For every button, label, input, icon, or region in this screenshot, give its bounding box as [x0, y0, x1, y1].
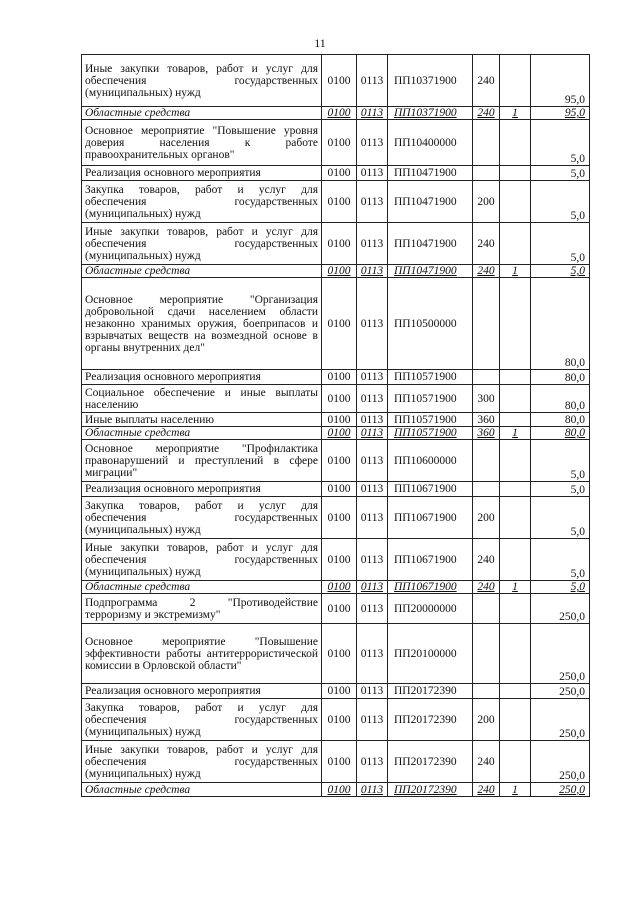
- cell-target-code: ПП10471900: [388, 181, 473, 223]
- cell-name: Областные средства: [82, 581, 322, 594]
- cell-funding-source: 1: [500, 581, 531, 594]
- cell-amount: 250,0: [531, 741, 590, 783]
- cell-section-code: 0100: [322, 699, 357, 741]
- cell-subsection-code: 0113: [357, 278, 388, 370]
- cell-expense-type: 240: [473, 55, 500, 107]
- cell-section-code: 0100: [322, 265, 357, 278]
- cell-target-code: ПП10571900: [388, 385, 473, 413]
- table-row: [82, 699, 590, 741]
- cell-section-code: 0100: [322, 166, 357, 181]
- cell-section-code: 0100: [322, 120, 357, 166]
- cell-name: Иные закупки товаров, работ и услуг для обеспечения государственных (муниципальных) нужд: [82, 741, 322, 783]
- cell-funding-source: 1: [500, 783, 531, 797]
- cell-amount: 80,0: [531, 413, 590, 427]
- table-row: [82, 684, 590, 699]
- cell-funding-source: [500, 181, 531, 223]
- cell-expense-type: 200: [473, 699, 500, 741]
- cell-expense-type: 240: [473, 783, 500, 797]
- cell-name: Закупка товаров, работ и услуг для обеспечения государственных (муниципальных) нужд: [82, 699, 322, 741]
- cell-section-code: 0100: [322, 594, 357, 624]
- table-row: [82, 497, 590, 539]
- cell-target-code: ПП20172390: [388, 741, 473, 783]
- cell-target-code: ПП10500000: [388, 278, 473, 370]
- cell-subsection-code: 0113: [357, 440, 388, 482]
- cell-expense-type: 200: [473, 497, 500, 539]
- cell-name: Областные средства: [82, 783, 322, 797]
- cell-section-code: 0100: [322, 55, 357, 107]
- cell-amount: 5,0: [531, 120, 590, 166]
- cell-name: Реализация основного мероприятия: [82, 684, 322, 699]
- cell-funding-source: [500, 413, 531, 427]
- cell-expense-type: 360: [473, 427, 500, 440]
- cell-section-code: 0100: [322, 370, 357, 385]
- table-row: [82, 166, 590, 181]
- cell-target-code: ПП20172390: [388, 783, 473, 797]
- cell-funding-source: [500, 370, 531, 385]
- cell-funding-source: [500, 166, 531, 181]
- cell-expense-type: [473, 440, 500, 482]
- cell-section-code: 0100: [322, 581, 357, 594]
- cell-funding-source: [500, 741, 531, 783]
- cell-name: Областные средства: [82, 265, 322, 278]
- cell-amount: 80,0: [531, 427, 590, 440]
- cell-funding-source: [500, 539, 531, 581]
- cell-amount: 5,0: [531, 265, 590, 278]
- cell-target-code: ПП10671900: [388, 497, 473, 539]
- table-row: [82, 581, 590, 594]
- cell-name: Закупка товаров, работ и услуг для обеспечения государственных (муниципальных) нужд: [82, 181, 322, 223]
- table-row: [82, 440, 590, 482]
- cell-expense-type: 200: [473, 181, 500, 223]
- cell-amount: 5,0: [531, 497, 590, 539]
- cell-funding-source: [500, 385, 531, 413]
- cell-expense-type: 240: [473, 107, 500, 120]
- cell-funding-source: 1: [500, 265, 531, 278]
- cell-target-code: ПП20172390: [388, 699, 473, 741]
- cell-subsection-code: 0113: [357, 427, 388, 440]
- cell-funding-source: [500, 497, 531, 539]
- cell-funding-source: [500, 440, 531, 482]
- cell-section-code: 0100: [322, 181, 357, 223]
- cell-funding-source: [500, 120, 531, 166]
- cell-name: Иные закупки товаров, работ и услуг для обеспечения государственных (муниципальных) нужд: [82, 223, 322, 265]
- table-row: [82, 385, 590, 413]
- cell-section-code: 0100: [322, 385, 357, 413]
- cell-funding-source: [500, 278, 531, 370]
- cell-target-code: ПП10571900: [388, 413, 473, 427]
- cell-expense-type: [473, 684, 500, 699]
- cell-expense-type: 240: [473, 223, 500, 265]
- table-row: [82, 624, 590, 684]
- cell-section-code: 0100: [322, 783, 357, 797]
- cell-section-code: 0100: [322, 278, 357, 370]
- cell-amount: 250,0: [531, 684, 590, 699]
- cell-amount: 250,0: [531, 624, 590, 684]
- cell-subsection-code: 0113: [357, 413, 388, 427]
- cell-subsection-code: 0113: [357, 624, 388, 684]
- cell-name: Реализация основного мероприятия: [82, 166, 322, 181]
- cell-section-code: 0100: [322, 223, 357, 265]
- cell-subsection-code: 0113: [357, 482, 388, 497]
- cell-amount: 5,0: [531, 482, 590, 497]
- cell-target-code: ПП20172390: [388, 684, 473, 699]
- cell-funding-source: 1: [500, 427, 531, 440]
- cell-target-code: ПП10471900: [388, 223, 473, 265]
- cell-name: Иные закупки товаров, работ и услуг для обеспечения государственных (муниципальных) нужд: [82, 539, 322, 581]
- cell-section-code: 0100: [322, 107, 357, 120]
- cell-subsection-code: 0113: [357, 699, 388, 741]
- budget-table-body: [82, 55, 590, 797]
- cell-amount: 250,0: [531, 594, 590, 624]
- cell-target-code: ПП20000000: [388, 594, 473, 624]
- cell-funding-source: 1: [500, 107, 531, 120]
- table-row: [82, 413, 590, 427]
- budget-table: [81, 54, 590, 797]
- cell-target-code: ПП10671900: [388, 482, 473, 497]
- cell-name: Закупка товаров, работ и услуг для обеспечения государственных (муниципальных) нужд: [82, 497, 322, 539]
- cell-funding-source: [500, 482, 531, 497]
- cell-target-code: ПП10571900: [388, 427, 473, 440]
- cell-expense-type: [473, 594, 500, 624]
- cell-name: Областные средства: [82, 427, 322, 440]
- cell-target-code: ПП10400000: [388, 120, 473, 166]
- cell-subsection-code: 0113: [357, 370, 388, 385]
- cell-target-code: ПП10371900: [388, 107, 473, 120]
- cell-subsection-code: 0113: [357, 581, 388, 594]
- table-row: [82, 594, 590, 624]
- cell-subsection-code: 0113: [357, 265, 388, 278]
- cell-funding-source: [500, 624, 531, 684]
- cell-section-code: 0100: [322, 624, 357, 684]
- cell-expense-type: [473, 120, 500, 166]
- cell-target-code: ПП10671900: [388, 581, 473, 594]
- cell-amount: 95,0: [531, 55, 590, 107]
- cell-amount: 250,0: [531, 699, 590, 741]
- cell-name: Иные выплаты населению: [82, 413, 322, 427]
- cell-amount: 250,0: [531, 783, 590, 797]
- cell-name: Основное мероприятие "Профилактика правонарушений и преступлений в сфере миграции": [82, 440, 322, 482]
- cell-section-code: 0100: [322, 539, 357, 581]
- table-row: [82, 427, 590, 440]
- cell-name: Основное мероприятие "Повышение уровня доверия населения к работе правоохранительных органов": [82, 120, 322, 166]
- cell-target-code: ПП10571900: [388, 370, 473, 385]
- cell-amount: 5,0: [531, 166, 590, 181]
- cell-funding-source: [500, 223, 531, 265]
- cell-subsection-code: 0113: [357, 181, 388, 223]
- cell-expense-type: [473, 278, 500, 370]
- cell-subsection-code: 0113: [357, 539, 388, 581]
- table-row: [82, 265, 590, 278]
- table-row: [82, 482, 590, 497]
- cell-funding-source: [500, 684, 531, 699]
- cell-amount: 95,0: [531, 107, 590, 120]
- cell-amount: 80,0: [531, 385, 590, 413]
- cell-expense-type: 240: [473, 581, 500, 594]
- cell-target-code: ПП10600000: [388, 440, 473, 482]
- cell-section-code: 0100: [322, 427, 357, 440]
- cell-section-code: 0100: [322, 440, 357, 482]
- cell-name: Социальное обеспечение и иные выплаты населению: [82, 385, 322, 413]
- cell-amount: 5,0: [531, 539, 590, 581]
- cell-subsection-code: 0113: [357, 120, 388, 166]
- cell-funding-source: [500, 594, 531, 624]
- cell-subsection-code: 0113: [357, 783, 388, 797]
- cell-amount: 80,0: [531, 370, 590, 385]
- cell-section-code: 0100: [322, 741, 357, 783]
- table-row: [82, 278, 590, 370]
- cell-target-code: ПП10671900: [388, 539, 473, 581]
- cell-amount: 5,0: [531, 581, 590, 594]
- cell-amount: 5,0: [531, 181, 590, 223]
- cell-subsection-code: 0113: [357, 166, 388, 181]
- page-number: 11: [314, 36, 326, 50]
- cell-target-code: ПП10471900: [388, 265, 473, 278]
- table-row: [82, 223, 590, 265]
- table-row: [82, 539, 590, 581]
- cell-expense-type: [473, 482, 500, 497]
- cell-subsection-code: 0113: [357, 385, 388, 413]
- cell-name: Реализация основного мероприятия: [82, 370, 322, 385]
- cell-section-code: 0100: [322, 413, 357, 427]
- cell-expense-type: 360: [473, 413, 500, 427]
- cell-expense-type: [473, 370, 500, 385]
- cell-expense-type: 240: [473, 265, 500, 278]
- cell-funding-source: [500, 55, 531, 107]
- table-row: [82, 741, 590, 783]
- cell-expense-type: 240: [473, 741, 500, 783]
- cell-target-code: ПП20100000: [388, 624, 473, 684]
- cell-subsection-code: 0113: [357, 684, 388, 699]
- cell-name: Основное мероприятие "Повышение эффективности работы антитеррористической комиссии в Орловской области": [82, 624, 322, 684]
- cell-subsection-code: 0113: [357, 594, 388, 624]
- cell-subsection-code: 0113: [357, 55, 388, 107]
- cell-section-code: 0100: [322, 684, 357, 699]
- cell-section-code: 0100: [322, 482, 357, 497]
- cell-subsection-code: 0113: [357, 497, 388, 539]
- cell-name: Основное мероприятие "Организация добровольной сдачи населением области незаконно хранимых оружия, боеприпасов и взрывчатых веществ на возмездной основе в органы внутренних дел": [82, 278, 322, 370]
- cell-expense-type: 300: [473, 385, 500, 413]
- cell-expense-type: [473, 166, 500, 181]
- table-row: [82, 783, 590, 797]
- cell-name: Подпрограмма 2 "Противодействие терроризму и экстремизму": [82, 594, 322, 624]
- cell-target-code: ПП10371900: [388, 55, 473, 107]
- cell-subsection-code: 0113: [357, 223, 388, 265]
- cell-expense-type: 240: [473, 539, 500, 581]
- cell-name: Реализация основного мероприятия: [82, 482, 322, 497]
- table-row: [82, 370, 590, 385]
- cell-amount: 5,0: [531, 440, 590, 482]
- cell-amount: 80,0: [531, 278, 590, 370]
- table-row: [82, 181, 590, 223]
- cell-name: Иные закупки товаров, работ и услуг для обеспечения государственных (муниципальных) нужд: [82, 55, 322, 107]
- cell-expense-type: [473, 624, 500, 684]
- table-row: [82, 120, 590, 166]
- cell-subsection-code: 0113: [357, 741, 388, 783]
- table-row: [82, 107, 590, 120]
- cell-section-code: 0100: [322, 497, 357, 539]
- cell-subsection-code: 0113: [357, 107, 388, 120]
- cell-funding-source: [500, 699, 531, 741]
- cell-name: Областные средства: [82, 107, 322, 120]
- table-row: [82, 55, 590, 107]
- cell-amount: 5,0: [531, 223, 590, 265]
- cell-target-code: ПП10471900: [388, 166, 473, 181]
